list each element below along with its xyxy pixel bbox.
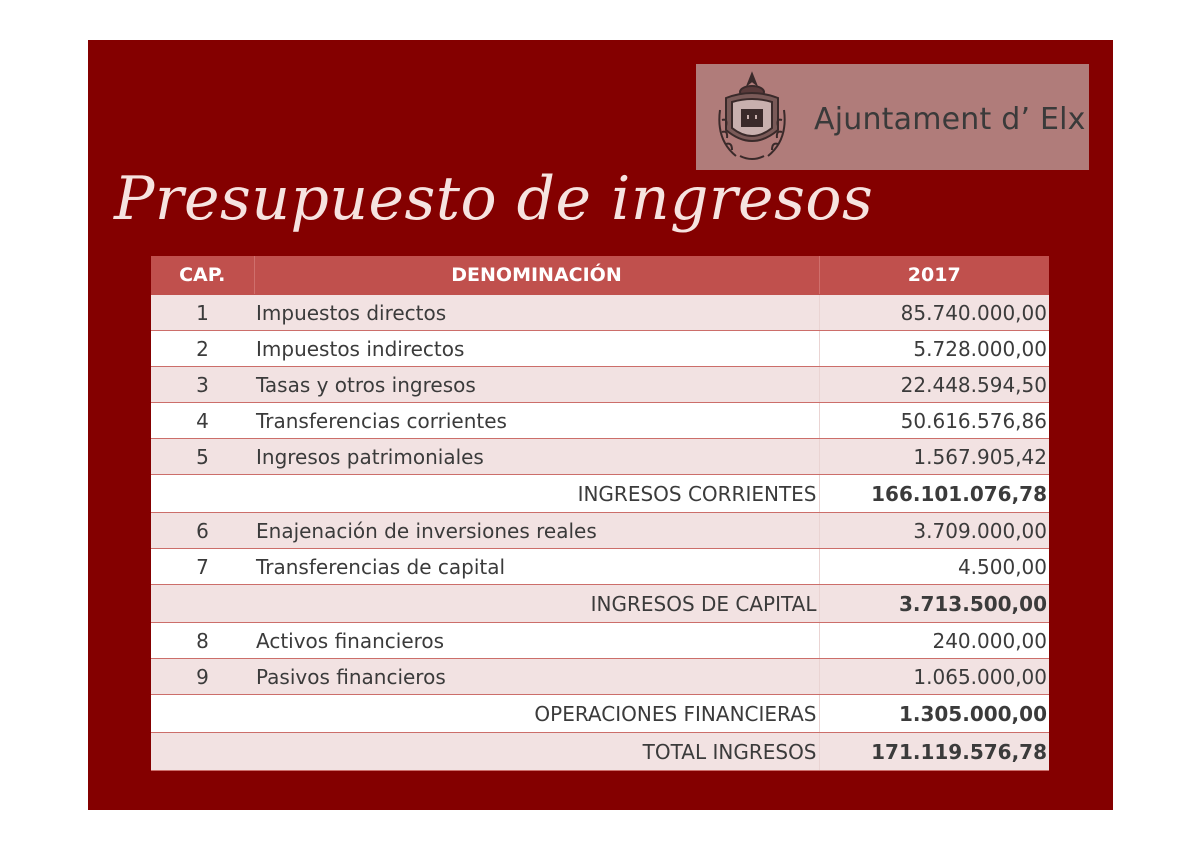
income-budget-table	[151, 256, 1049, 771]
subtotal-label: INGRESOS DE CAPITAL	[254, 585, 819, 623]
row-amount: 240.000,00	[819, 623, 1049, 659]
row-cap: 3	[151, 367, 254, 403]
logo-banner	[696, 64, 1089, 170]
logo-text: Ajuntament d’ Elx	[814, 102, 1086, 137]
table-row	[151, 659, 1049, 695]
total-label: TOTAL INGRESOS	[254, 733, 819, 771]
subtotal-amount: 1.305.000,00	[819, 695, 1049, 733]
row-cap: 5	[151, 439, 254, 475]
total-amount: 171.119.576,78	[819, 733, 1049, 771]
table-row	[151, 331, 1049, 367]
table-row	[151, 623, 1049, 659]
page-title: Presupuesto de ingresos	[114, 164, 874, 234]
row-name: Impuestos indirectos	[254, 331, 819, 367]
elche-coat-of-arms-icon	[716, 70, 788, 164]
row-name: Transferencias corrientes	[254, 403, 819, 439]
table-header-row	[151, 256, 1049, 295]
row-amount: 3.709.000,00	[819, 513, 1049, 549]
column-header-denominacion: DENOMINACIÓN	[254, 256, 819, 295]
row-amount: 22.448.594,50	[819, 367, 1049, 403]
total-row	[151, 733, 1049, 771]
row-amount: 50.616.576,86	[819, 403, 1049, 439]
column-header-cap: CAP.	[151, 256, 254, 295]
row-cap	[151, 585, 254, 623]
row-amount: 1.065.000,00	[819, 659, 1049, 695]
table-row	[151, 367, 1049, 403]
row-name: Impuestos directos	[254, 295, 819, 331]
row-name: Enajenación de inversiones reales	[254, 513, 819, 549]
subtotal-label: INGRESOS CORRIENTES	[254, 475, 819, 513]
row-name: Pasivos financieros	[254, 659, 819, 695]
slide	[88, 40, 1113, 810]
row-name: Transferencias de capital	[254, 549, 819, 585]
row-cap	[151, 475, 254, 513]
subtotal-row	[151, 695, 1049, 733]
row-name: Tasas y otros ingresos	[254, 367, 819, 403]
row-amount: 85.740.000,00	[819, 295, 1049, 331]
table-row	[151, 549, 1049, 585]
row-amount: 4.500,00	[819, 549, 1049, 585]
table-row	[151, 295, 1049, 331]
row-amount: 5.728.000,00	[819, 331, 1049, 367]
subtotal-row	[151, 585, 1049, 623]
subtotal-amount: 166.101.076,78	[819, 475, 1049, 513]
row-name: Ingresos patrimoniales	[254, 439, 819, 475]
subtotal-amount: 3.713.500,00	[819, 585, 1049, 623]
row-cap: 4	[151, 403, 254, 439]
row-name: Activos financieros	[254, 623, 819, 659]
row-cap: 1	[151, 295, 254, 331]
table-row	[151, 439, 1049, 475]
row-cap: 9	[151, 659, 254, 695]
row-cap: 7	[151, 549, 254, 585]
row-cap: 6	[151, 513, 254, 549]
row-cap: 8	[151, 623, 254, 659]
row-amount: 1.567.905,42	[819, 439, 1049, 475]
column-header-year: 2017	[819, 256, 1049, 295]
table-row	[151, 403, 1049, 439]
row-cap: 2	[151, 331, 254, 367]
row-cap	[151, 733, 254, 771]
table-row	[151, 513, 1049, 549]
subtotal-row	[151, 475, 1049, 513]
row-cap	[151, 695, 254, 733]
subtotal-label: OPERACIONES FINANCIERAS	[254, 695, 819, 733]
